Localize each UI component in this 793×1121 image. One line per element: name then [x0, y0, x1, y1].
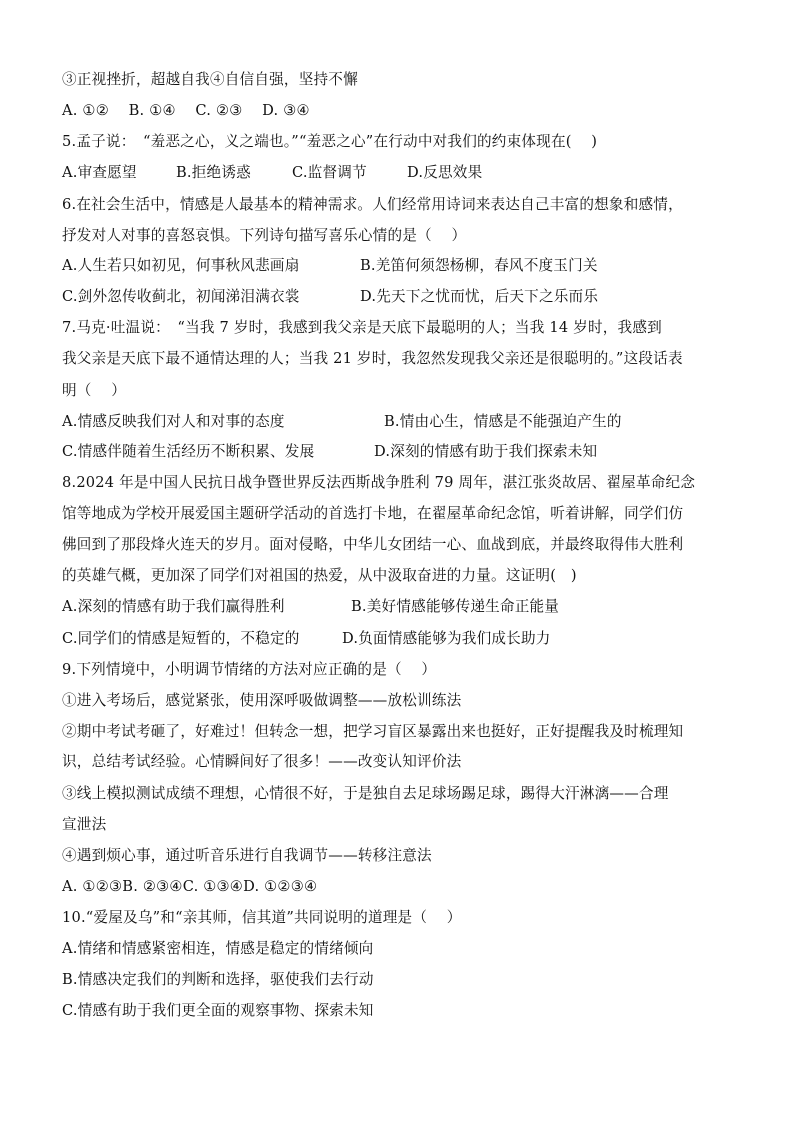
text-line: ③线上模拟测试成绩不理想，心情很不好，于是独自去足球场踢足球，踢得大汗淋漓——合理 — [62, 785, 669, 802]
option-c: C.情感伴随着生活经历不断积累、发展 — [62, 443, 315, 460]
text-line: 5.孟子说： “羞恶之心，义之端也。”“羞恶之心”在行动中对我们的约束体现在( ) — [62, 133, 598, 150]
option-c: C.同学们的情感是短暂的，不稳定的 — [62, 630, 300, 647]
text-line: 8.2024 年是中国人民抗日战争暨世界反法西斯战争胜利 79 周年，湛江张炎故居、翟屋革命纪念 — [62, 474, 696, 491]
text-line: 宣泄法 — [62, 816, 107, 833]
option-a: A.深刻的情感有助于我们赢得胜利 — [62, 598, 285, 615]
text-line: ①进入考场后，感觉紧张，使用深呼吸做调整——放松训练法 — [62, 692, 462, 709]
text-line: B.情感决定我们的判断和选择，驱使我们去行动 — [62, 971, 374, 988]
text-line: 佛回到了那段烽火连天的岁月。面对侵略，中华儿女团结一心、血战到底，并最终取得伟大胜利 — [62, 536, 684, 553]
text-line: 10.“爱屋及乌”和“亲其师，信其道”共同说明的道理是（ ） — [62, 909, 462, 926]
option-b: B.情由心生，情感是不能强迫产生的 — [384, 413, 622, 430]
option-c: C.监督调节 — [292, 164, 367, 181]
text-line: 馆等地成为学校开展爱国主题研学活动的首选打卡地，在翟屋革命纪念馆，听着讲解，同学们仿 — [62, 505, 684, 522]
option-d: D.负面情感能够为我们成长助力 — [342, 630, 551, 647]
option-c: C.剑外忽传收蓟北，初闻涕泪满衣裳 — [62, 288, 300, 305]
text-line: C.情感有助于我们更全面的观察事物、探索未知 — [62, 1002, 374, 1019]
text-line: ③正视挫折，超越自我④自信自强，坚持不懈 — [62, 71, 358, 88]
text-line: ④遇到烦心事，通过听音乐进行自我调节——转移注意法 — [62, 847, 432, 864]
option-b: B.美好情感能够传递生命正能量 — [351, 598, 560, 615]
option-a: A.人生若只如初见，何事秋风悲画扇 — [62, 257, 300, 274]
text-line: A. ①② B. ①④ C. ②③ D. ③④ — [62, 102, 310, 119]
text-line: ②期中考试考砸了，好难过！但转念一想，把学习盲区暴露出来也挺好，正好提醒我及时梳理知 — [62, 723, 684, 740]
text-line: 9.下列情境中，小明调节情绪的方法对应正确的是（ ） — [62, 661, 437, 678]
option-a: A.情感反映我们对人和对事的态度 — [62, 413, 285, 430]
text-line: 6.在社会生活中，情感是人最基本的精神需求。人们经常用诗词来表达自己丰富的想象和感情， — [62, 196, 683, 213]
text-line: A. ①②③B. ②③④C. ①③④D. ①②③④ — [62, 878, 318, 895]
option-b: B.羌笛何须怨杨柳，春风不度玉门关 — [360, 257, 598, 274]
text-line: 我父亲是天底下最不通情达理的人；当我 21 岁时，我忽然发现我父亲还是很聪明的。”这段话表 — [62, 350, 683, 367]
option-d: D.先天下之忧而忧，后天下之乐而乐 — [360, 288, 599, 305]
text-line: 明（ ） — [62, 382, 127, 399]
text-line: A.情绪和情感紧密相连，情感是稳定的情绪倾向 — [62, 940, 374, 957]
option-d: D.反思效果 — [407, 164, 483, 181]
text-line: 的英雄气概，更加深了同学们对祖国的热爱，从中汲取奋进的力量。这证明( ) — [62, 567, 577, 584]
option-a: A.审查愿望 — [62, 164, 137, 181]
option-b: B.拒绝诱惑 — [176, 164, 251, 181]
text-line: 抒发对人对事的喜怒哀惧。下列诗句描写喜乐心情的是（ ） — [62, 227, 467, 244]
text-line: 识，总结考试经验。心情瞬间好了很多！——改变认知评价法 — [62, 753, 462, 770]
text-line: 7.马克·吐温说： “当我 7 岁时，我感到我父亲是天底下最聪明的人；当我 14 岁时，我感到 — [62, 319, 662, 336]
option-d: D.深刻的情感有助于我们探索未知 — [374, 443, 598, 460]
